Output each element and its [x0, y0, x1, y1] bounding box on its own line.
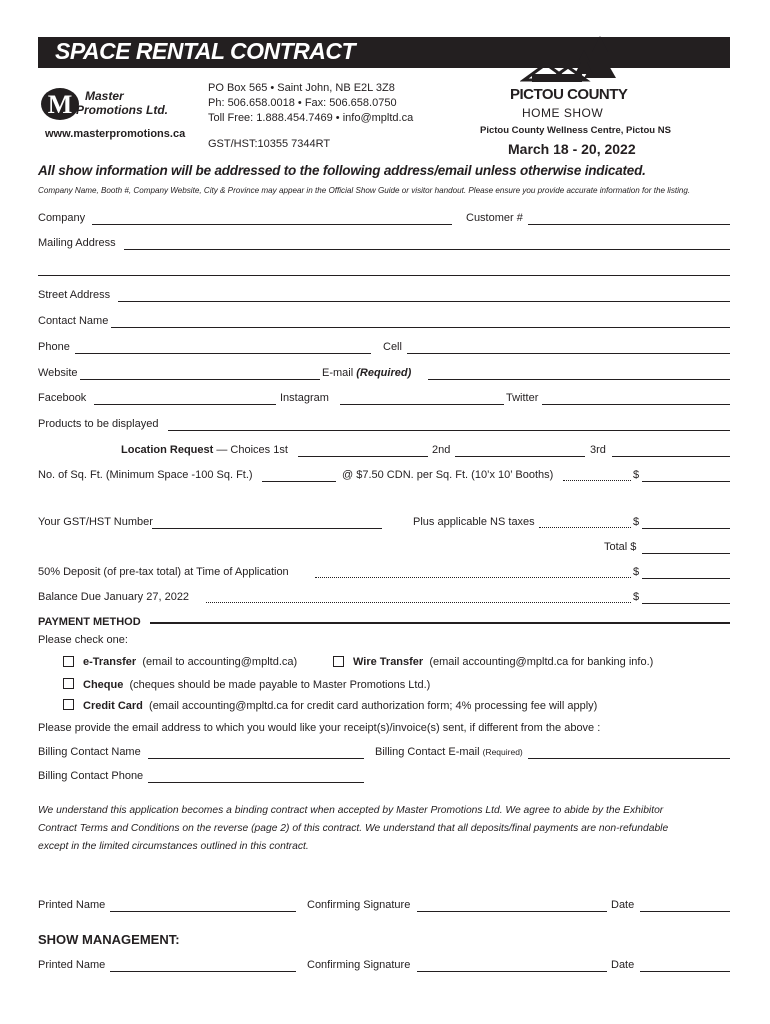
location-choice-1-input[interactable]: [298, 456, 428, 457]
gst-number-label: Your GST/HST Number: [38, 516, 153, 528]
email-required-note: (Required): [356, 367, 412, 379]
location-choice-2-label: 2nd: [432, 444, 451, 456]
gst-number-input[interactable]: [152, 528, 382, 529]
balance-leader: [206, 602, 631, 603]
phone-fax-line: Ph: 506.658.0018 • Fax: 506.658.0750: [208, 97, 397, 109]
email-input[interactable]: [428, 379, 730, 380]
instagram-label: Instagram: [280, 392, 329, 404]
rate-amount-input[interactable]: [642, 481, 730, 482]
total-amount-input[interactable]: [642, 553, 730, 554]
mailing-address-label: Mailing Address: [38, 237, 116, 249]
instagram-input[interactable]: [340, 404, 504, 405]
mgmt-date-input[interactable]: [640, 971, 730, 972]
location-choice-3-label: 3rd: [590, 444, 606, 456]
cheque-option: Cheque (cheques should be made payable to Master Promotions Ltd.): [83, 679, 431, 691]
credit-card-checkbox[interactable]: [63, 699, 74, 710]
wire-transfer-checkbox[interactable]: [333, 656, 344, 667]
show-type: HOME SHOW: [522, 106, 604, 120]
logo-wordmark-line2: Promotions Ltd.: [76, 103, 168, 117]
agreement-text-line3: except in the limited circumstances outlined in this contract.: [38, 841, 309, 852]
products-label: Products to be displayed: [38, 418, 159, 430]
date-input[interactable]: [640, 911, 730, 912]
balance-label: Balance Due January 27, 2022: [38, 591, 190, 603]
deposit-leader: [315, 577, 631, 578]
cell-input[interactable]: [407, 353, 730, 354]
ns-taxes-amount-input[interactable]: [642, 528, 730, 529]
payment-method-heading: PAYMENT METHOD: [38, 616, 141, 628]
etransfer-checkbox[interactable]: [63, 656, 74, 667]
customer-number-input[interactable]: [528, 224, 730, 225]
svg-text:M: M: [47, 90, 73, 119]
address-line: PO Box 565 • Saint John, NB E2L 3Z8: [208, 82, 395, 94]
website-url[interactable]: www.masterpromotions.ca: [45, 128, 186, 140]
website-input[interactable]: [80, 379, 320, 380]
billing-email-label: Billing Contact E-mail (Required): [375, 746, 523, 758]
agreement-text-line2: Contract Terms and Conditions on the reverse (page 2) of this contract. We understand that all deposits/final payments are non-refundable: [38, 823, 669, 834]
street-address-label: Street Address: [38, 289, 111, 301]
ns-taxes-label: Plus applicable NS taxes: [413, 516, 535, 528]
show-management-heading: SHOW MANAGEMENT:: [38, 932, 180, 947]
agreement-text-line1: We understand this application becomes a binding contract when accepted by Master Promotions Ltd. We agree to abide by the Exhibitor: [38, 805, 664, 816]
ns-taxes-dollar: $: [633, 516, 640, 528]
show-name: PICTOU COUNTY: [510, 86, 628, 103]
balance-amount-input[interactable]: [642, 603, 730, 604]
deposit-dollar: $: [633, 566, 640, 578]
location-choice-2-input[interactable]: [455, 456, 585, 457]
street-address-input[interactable]: [118, 301, 730, 302]
cell-label: Cell: [383, 341, 402, 353]
cheque-checkbox[interactable]: [63, 678, 74, 689]
confirming-signature-input[interactable]: [417, 911, 607, 912]
rate-label: @ $7.50 CDN. per Sq. Ft. (10’x 10’ Booths): [342, 469, 554, 481]
company-label: Company: [38, 212, 86, 224]
billing-name-input[interactable]: [148, 758, 364, 759]
phone-label: Phone: [38, 341, 70, 353]
show-dates: March 18 - 20, 2022: [508, 141, 636, 157]
twitter-label: Twitter: [506, 392, 539, 404]
gst-line: GST/HST:10355 7344RT: [208, 138, 331, 150]
mgmt-printed-name-label: Printed Name: [38, 959, 106, 971]
rate-dollar: $: [633, 469, 640, 481]
notice-subline: Company Name, Booth #, Company Website, City & Province may appear in the Official Show Guide or visitor handout. Please ensure you provide accurate information for the listing.: [38, 186, 691, 195]
mailing-address-input[interactable]: [124, 249, 730, 250]
venue: Pictou County Wellness Centre, Pictou NS: [480, 125, 671, 136]
billing-email-input[interactable]: [528, 758, 730, 759]
mgmt-confirming-signature-input[interactable]: [417, 971, 607, 972]
printed-name-label: Printed Name: [38, 899, 106, 911]
date-label: Date: [611, 899, 635, 911]
mgmt-confirming-signature-label: Confirming Signature: [307, 959, 411, 971]
logo-wordmark-line1: Master: [85, 89, 124, 103]
billing-email-required-note: (Required): [482, 747, 523, 757]
location-choice-3-input[interactable]: [612, 456, 730, 457]
payment-method-rule: [150, 622, 730, 624]
mailing-address-input-line2[interactable]: [38, 275, 730, 276]
tollfree-email-line: Toll Free: 1.888.454.7469 • info@mpltd.ca: [208, 112, 414, 124]
notice-headline: All show information will be addressed to the following address/email unless otherwise indicated.: [38, 163, 646, 178]
wire-transfer-option: Wire Transfer (email accounting@mpltd.ca for banking info.): [353, 656, 654, 668]
customer-number-label: Customer #: [466, 212, 523, 224]
mgmt-printed-name-input[interactable]: [110, 971, 296, 972]
email-label: E-mail (Required): [322, 367, 412, 379]
company-input[interactable]: [92, 224, 452, 225]
confirming-signature-label: Confirming Signature: [307, 899, 411, 911]
mgmt-date-label: Date: [611, 959, 635, 971]
etransfer-option: e-Transfer (email to accounting@mpltd.ca): [83, 656, 298, 668]
balance-dollar: $: [633, 591, 640, 603]
location-request-label: Location Request — Choices 1st: [121, 444, 288, 456]
billing-name-label: Billing Contact Name: [38, 746, 141, 758]
phone-input[interactable]: [75, 353, 371, 354]
receipt-email-note: Please provide the email address to which you would like your receipt(s)/invoice(s) sent, if different from the above :: [38, 722, 601, 734]
contact-name-label: Contact Name: [38, 315, 109, 327]
printed-name-input[interactable]: [110, 911, 296, 912]
logo-emblem-icon: [40, 86, 80, 122]
twitter-input[interactable]: [542, 404, 730, 405]
ns-taxes-leader: [539, 527, 631, 528]
check-one-label: Please check one:: [38, 634, 128, 646]
facebook-input[interactable]: [94, 404, 276, 405]
total-label: Total $: [604, 541, 637, 553]
house-trees-icon: [520, 34, 620, 84]
deposit-amount-input[interactable]: [642, 578, 730, 579]
billing-phone-input[interactable]: [148, 782, 364, 783]
rate-leader: [563, 480, 631, 481]
facebook-label: Facebook: [38, 392, 87, 404]
billing-phone-label: Billing Contact Phone: [38, 770, 144, 782]
website-label: Website: [38, 367, 78, 379]
deposit-label: 50% Deposit (of pre-tax total) at Time of Application: [38, 566, 289, 578]
sqft-input[interactable]: [262, 481, 336, 482]
sqft-label: No. of Sq. Ft. (Minimum Space -100 Sq. Ft.): [38, 469, 253, 481]
credit-card-option: Credit Card (email accounting@mpltd.ca for credit card authorization form; 4% processing fee will apply): [83, 700, 598, 712]
products-input[interactable]: [168, 430, 730, 431]
contact-name-input[interactable]: [111, 327, 730, 328]
page-title: SPACE RENTAL CONTRACT: [55, 38, 355, 64]
